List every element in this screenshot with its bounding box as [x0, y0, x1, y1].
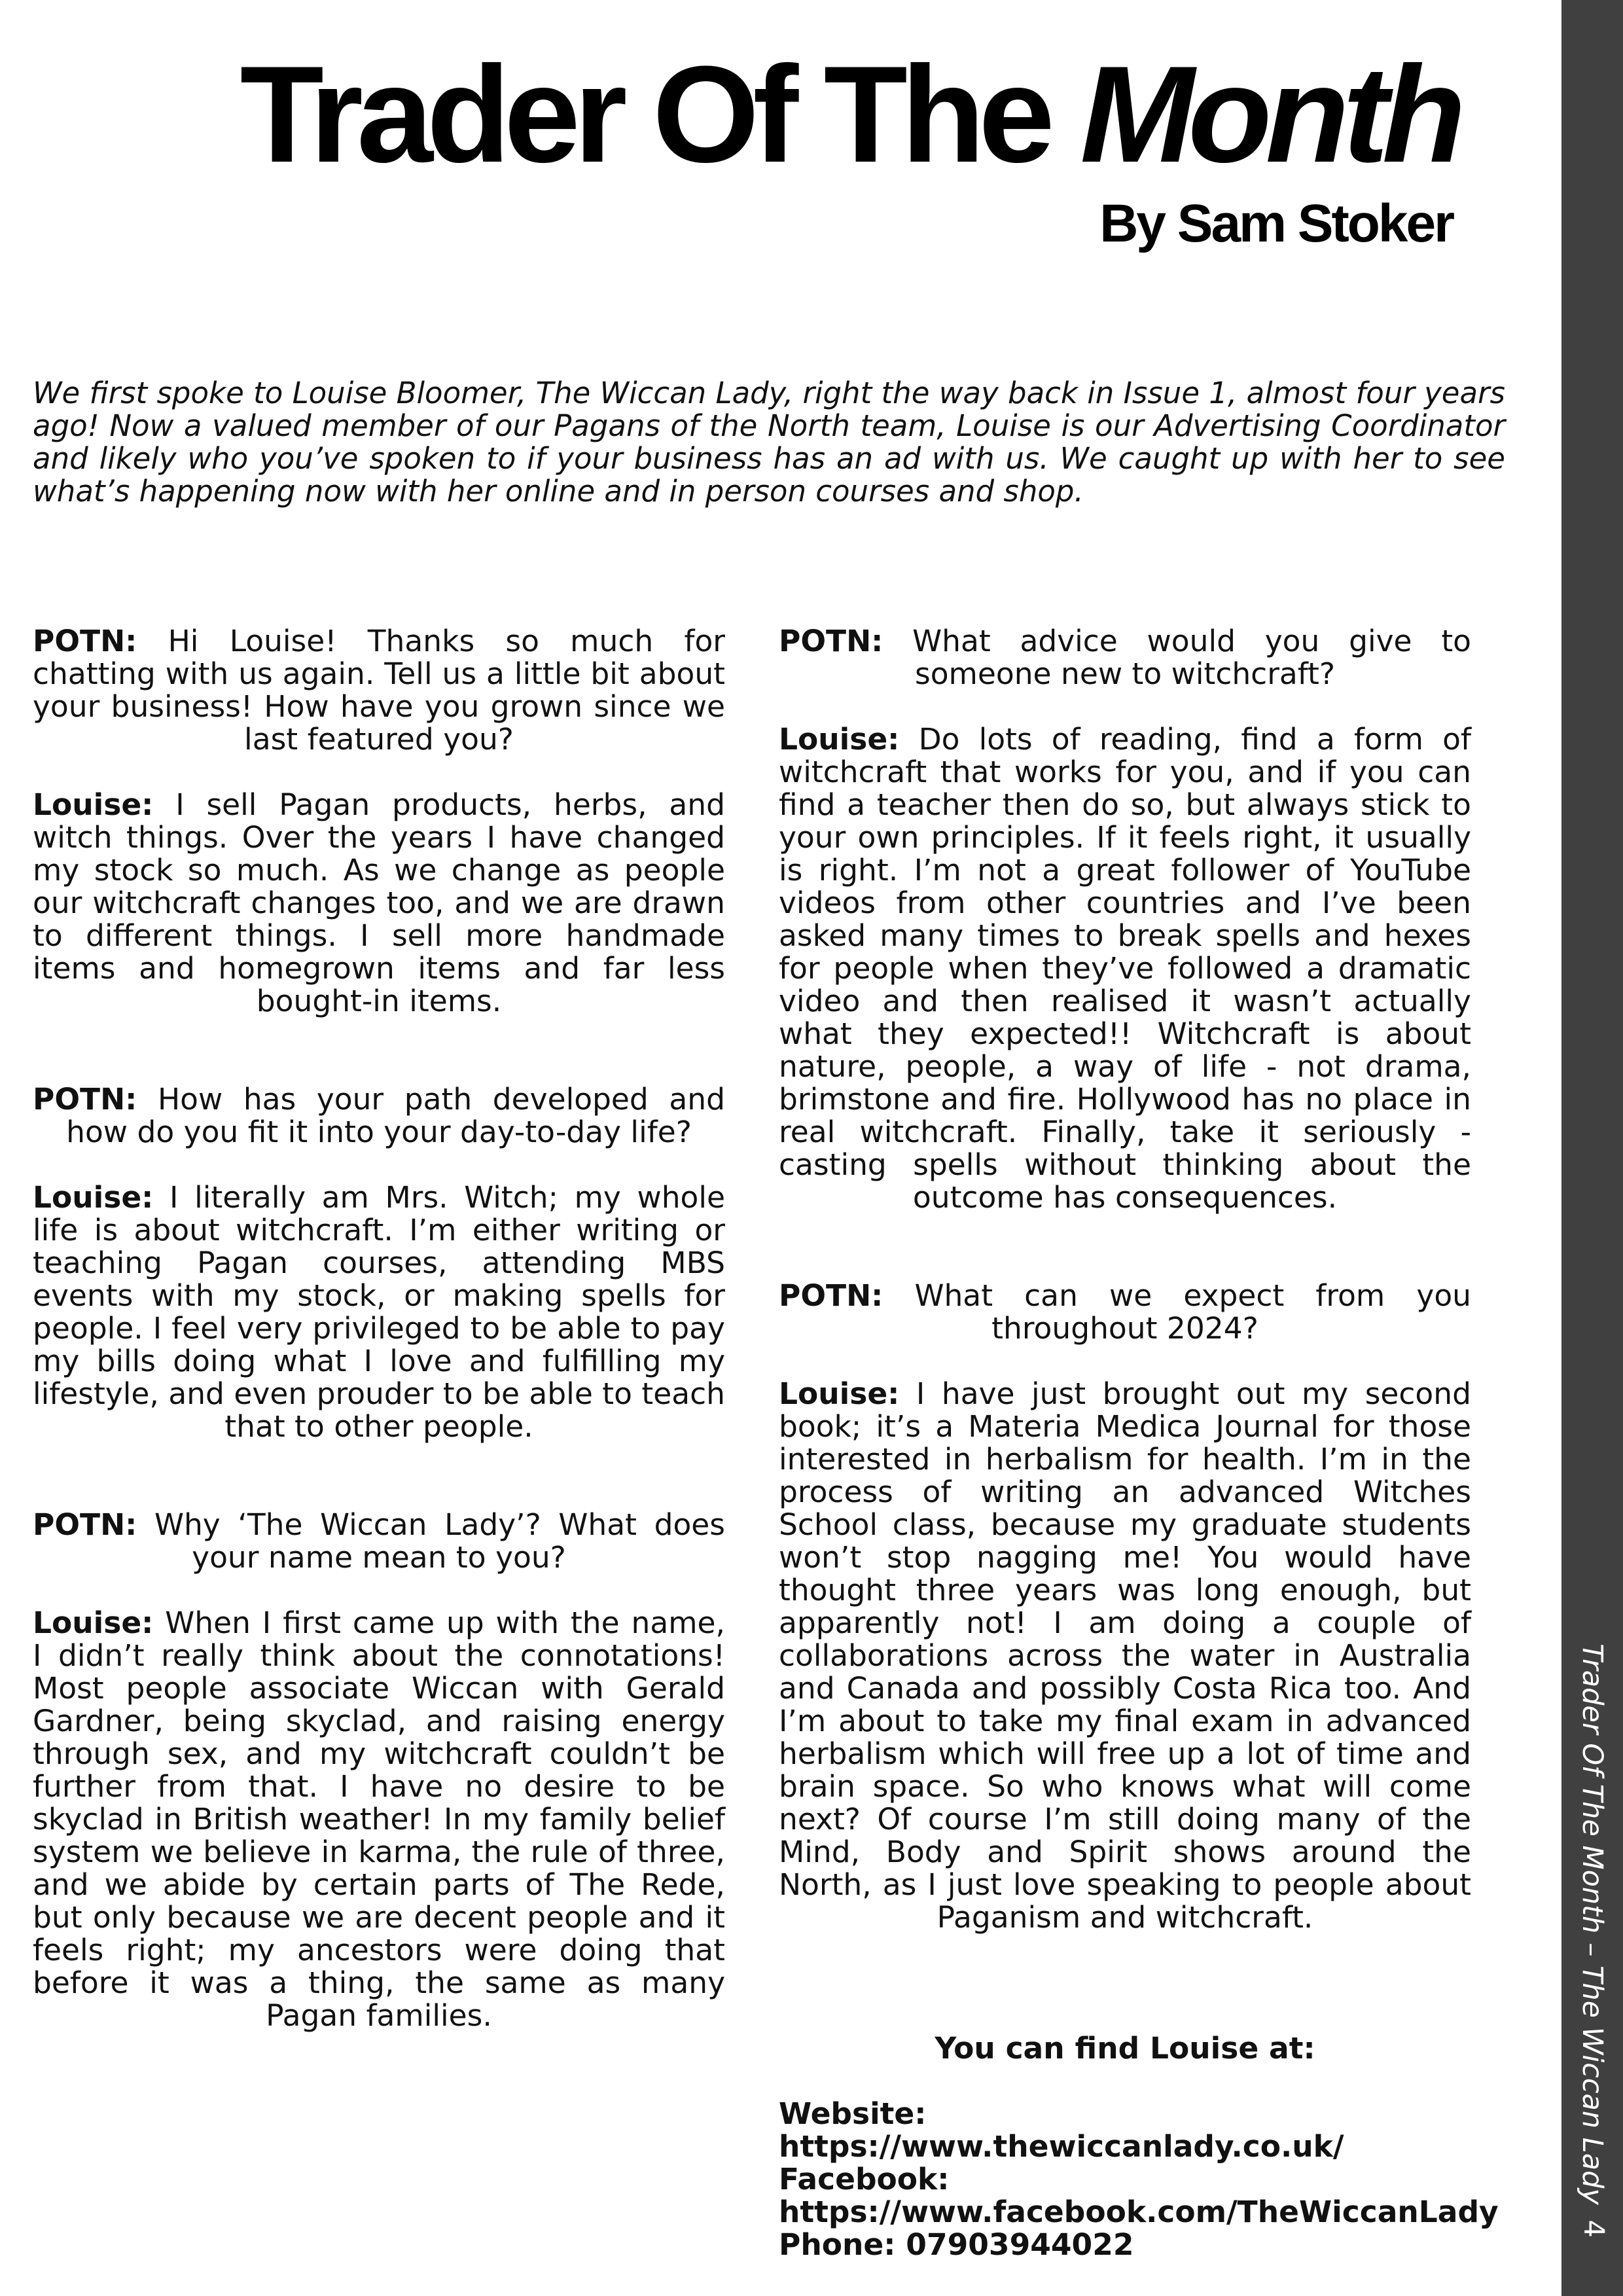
contact-facebook-label: Facebook:: [779, 2162, 950, 2197]
intro-paragraph: We first spoke to Louise Bloomer, The Wiccan Lady, right the way back in Issue 1, almost four years ago! Now a valued member of our Pagans of the North team, Louise is our Advertising Coordinator and likely who you’ve spoken to if your business has an ad with us. We caught up with her to see what’s happening now with her online and in person courses and shop.: [33, 376, 1505, 509]
question-text: How has your path developed and how do you fit it into your day-to-day life?: [66, 1082, 726, 1149]
answer-text: I sell Pagan products, herbs, and witch things. Over the years I have changed my stock so much. As we change as people our witchcraft changes too, and we are drawn to different things. I sell more handmade items and homegrown items and far less bought-in items.: [33, 787, 725, 1018]
question-text: What advice would you give to someone new to witchcraft?: [912, 624, 1472, 691]
speaker-label: Louise:: [779, 722, 900, 757]
question: [33, 1083, 725, 1149]
answer-text: I have just brought out my second book; it’s a Materia Medica Journal for those interested in herbalism for health. I’m in the process of writing an advanced Witches School class, because my graduate students won’t stop nagging me! You would have thought three years was long enough, but apparently not! I am doing a couple of collaborations across the water in Australia and Canada and possibly Costa Rica too. And I’m about to take my final exam in advanced herbalism which will free up a lot of time and brain space. So who knows what will come next? Of course I’m still doing many of the Mind, Body and Spirit shows around the North, as I just love speaking to people about Paganism and witchcraft.: [779, 1376, 1471, 1935]
speaker-label: Louise:: [33, 1605, 154, 1640]
contact-facebook-url[interactable]: https://www.facebook.com/TheWiccanLady: [779, 2195, 1499, 2229]
answer-text: When I first came up with the name, I didn’t really think about the connotations! Most people associate Wiccan with Gerald Gardner, being skyclad, and raising energy through sex, and my witchcraft couldn’t be further from that. I have no desire to be skyclad in British weather! In my family belief system we believe in karma, the rule of three, and we abide by certain parts of The Rede, but only because we are decent people and it feels right; my ancestors were doing that before it was a thing, the same as many Pagan families.: [33, 1605, 725, 2033]
contact-phone[interactable]: Phone: 07903944022: [779, 2227, 1134, 2262]
question: [779, 1280, 1471, 1345]
title-main: Trader Of The: [240, 37, 1048, 191]
running-title: Trader Of The Month – The Wiccan Lady: [1576, 1643, 1609, 2205]
contact-website[interactable]: Website: https://www.thewiccanlady.co.uk/: [779, 2096, 1344, 2164]
page-number: 4: [1577, 2219, 1610, 2238]
speaker-label: POTN:: [779, 1278, 883, 1313]
answer: [33, 789, 725, 1018]
page-title: [98, 37, 1459, 191]
answer: [779, 1378, 1471, 1934]
answer-text: Do lots of reading, find a form of witchcraft that works for you, and if you can find a teacher then do so, but always stick to your own principles. If it feels right, it usually is right. I’m not a great follower of YouTube videos from other countries and I’ve been asked many times to break spells and hexes for people when they’ve followed a dramatic video and then realised it wasn’t actually what they expected!! Witchcraft is about nature, people, a way of life - not drama, brimstone and fire. Hollywood has no place in real witchcraft. Finally, take it seriously - casting spells without thinking about the outcome has consequences.: [779, 722, 1471, 1215]
left-column: [33, 625, 725, 2098]
question-text: Why ‘The Wiccan Lady’? What does your name mean to you?: [154, 1507, 725, 1575]
speaker-label: Louise:: [33, 787, 154, 822]
question-text: What can we expect from you throughout 2024?: [914, 1278, 1471, 1346]
byline: By Sam Stoker: [1099, 194, 1453, 253]
contact-heading: You can find Louise at:: [935, 2031, 1315, 2066]
question: [779, 625, 1471, 691]
speaker-label: Louise:: [33, 1180, 154, 1215]
speaker-label: Louise:: [779, 1376, 900, 1411]
right-column: [779, 624, 1499, 2262]
speaker-label: POTN:: [33, 1507, 137, 1542]
speaker-label: POTN:: [33, 624, 137, 658]
answer: [779, 723, 1471, 1214]
question: [33, 625, 725, 756]
speaker-label: POTN:: [779, 624, 883, 658]
question: [33, 1509, 725, 1574]
answer: [33, 1607, 725, 2032]
title-emphasis: Month: [1080, 37, 1459, 191]
answer-text: I literally am Mrs. Witch; my whole life is about witchcraft. I’m either writing or teaching Pagan courses, attending MBS events with my stock, or making spells for people. I feel very privileged to be able to pay my bills doing what I love and fulfilling my lifestyle, and even prouder to be able to teach that to other people.: [33, 1180, 726, 1444]
question-text: Hi Louise! Thanks so much for chatting with us again. Tell us a little bit about your business! How have you grown since we last featured you?: [33, 624, 725, 757]
speaker-label: POTN:: [33, 1082, 137, 1117]
answer: [33, 1181, 725, 1443]
